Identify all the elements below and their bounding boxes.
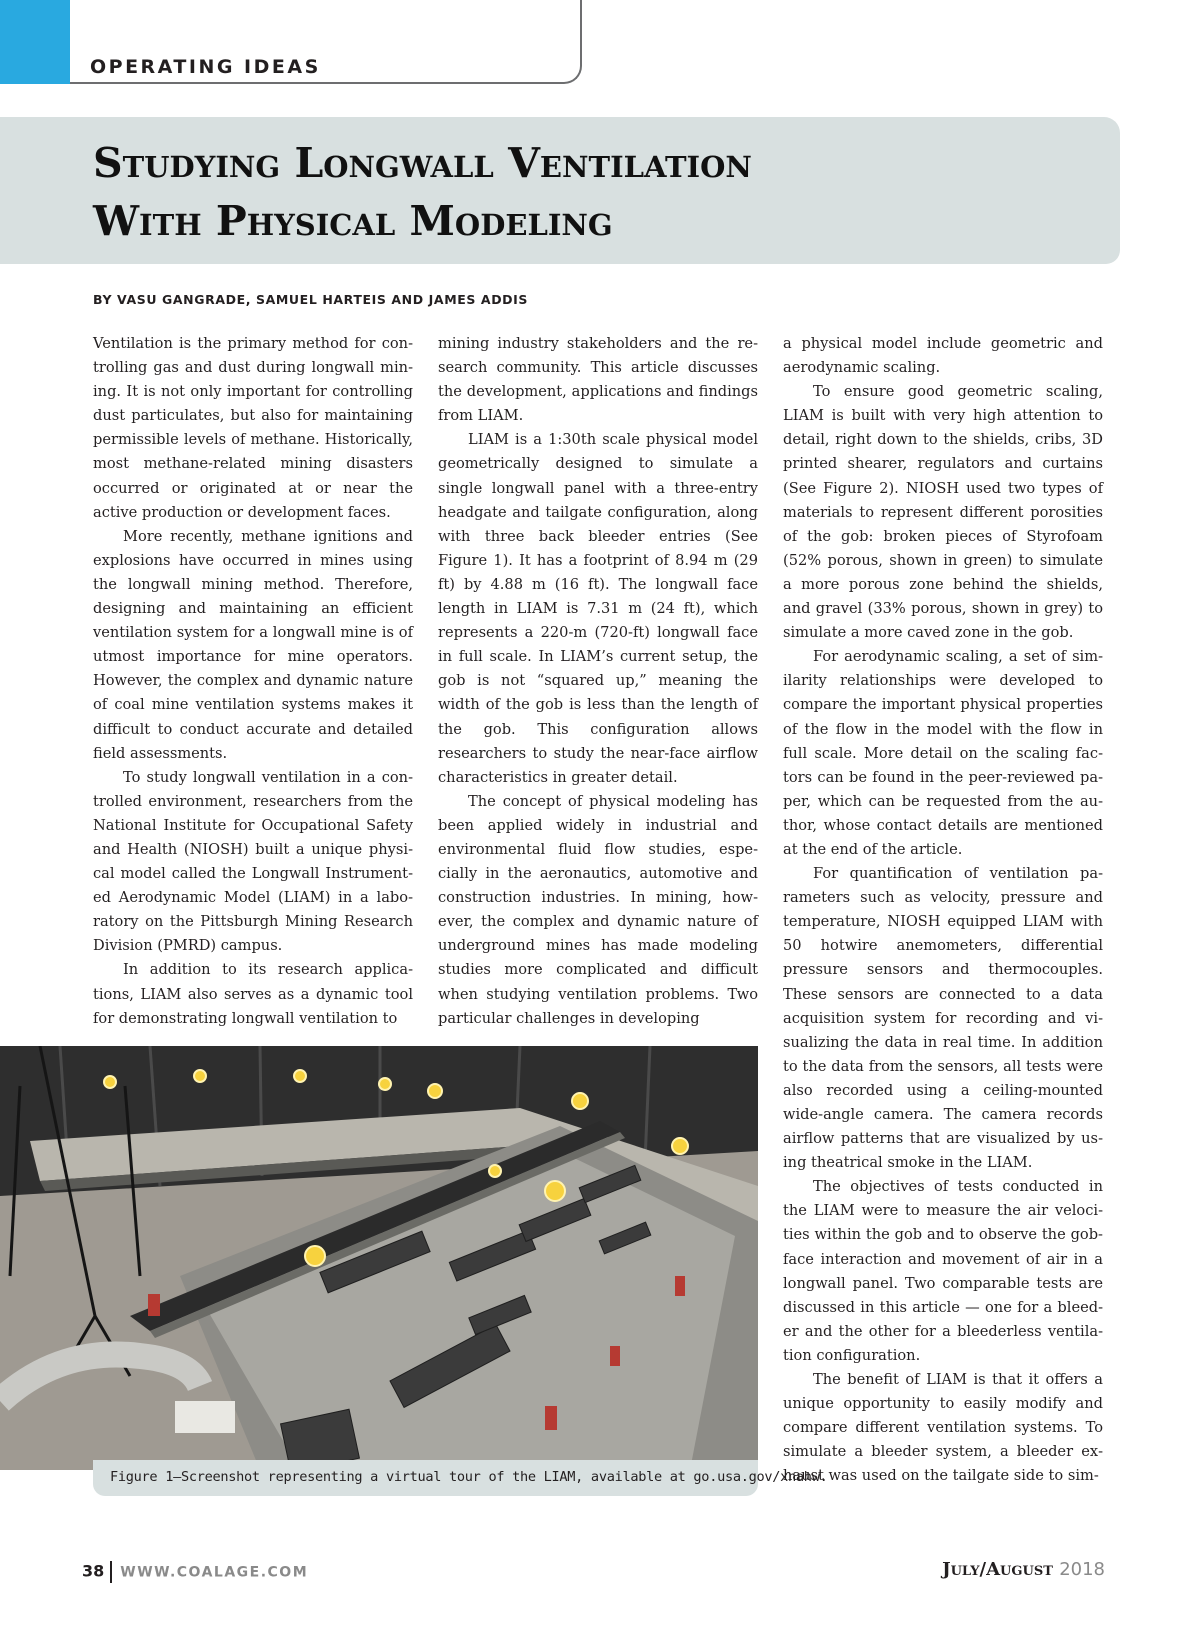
paragraph: a physical model include geometric and aerodynamic scaling.: [783, 335, 1103, 377]
text-column-2: [438, 332, 758, 1031]
issue-months: July/August: [942, 1559, 1053, 1580]
paragraph: For quantification of ventilation parameters such as velocity, pressure and temperature, NIOSH equipped LIAM with 50 hotwire anemometers, differential pressure sensors and thermocouples. These sensors are connected to a data acquisition system for recording and visualizing the data in real time. In addition to the data from the sensors, all tests were also recorded using a ceiling-mounted wide-angle camera. The camera records airflow patterns that are visualized by using theatrical smoke in the LIAM.: [783, 865, 1103, 1172]
paragraph: The benefit of LIAM is that it offers a unique opportunity to easily modify and compare different ventilation systems. To simulate a bleeder system, a bleeder exhaust was used on the tailgate side to sim-: [783, 1371, 1103, 1485]
paragraph: In addition to its research applications, LIAM also serves as a dynamic tool for demonstrating longwall ventilation to: [93, 961, 413, 1027]
website-link[interactable]: WWW.COALAGE.COM: [120, 1564, 309, 1581]
section-accent-bar: [0, 0, 70, 84]
article-title: [93, 134, 1093, 250]
footer-issue: [942, 1559, 1105, 1580]
title-line-2: With Physical Modeling: [93, 197, 613, 245]
page-number: 38: [82, 1561, 105, 1581]
text-column-1: [93, 332, 413, 1031]
paragraph: The objectives of tests conducted in the LIAM were to measure the air velocities within the gob and to observe the gob-face interaction and movement of air in a longwall panel. Two comparable tests are discussed in this article — one for a bleeder and the other for a bleederless ventilation configuration.: [783, 1178, 1103, 1364]
text-column-3: [783, 332, 1103, 1489]
byline: BY VASU GANGRADE, SAMUEL HARTEIS AND JAMES ADDIS: [93, 292, 529, 307]
paragraph: Ventilation is the primary method for controlling gas and dust during longwall mining. It is not only important for controlling dust particulates, but also for maintaining permissible levels of methane. Historically, most methane-related mining disasters occurred or originated at or near the active production or development faces.: [93, 335, 413, 521]
liam-model-photo: [0, 1046, 758, 1470]
figure-1: [0, 1046, 758, 1472]
footer-left: [82, 1561, 308, 1583]
paragraph: To study longwall ventilation in a controlled environment, researchers from the National Institute for Occupational Safety and Health (NIOSH) built a unique physical model called the Longwall Instrumented Aerodynamic Model (LIAM) in a laboratory on the Pittsburgh Mining Research Division (PMRD) campus.: [93, 768, 413, 955]
paragraph: To ensure good geometric scaling, LIAM is built with very high attention to detail, right down to the shields, cribs, 3D printed shearer, regulators and curtains (See Figure 2). NIOSH used two types of materials to represent different porosities of the gob: broken pieces of Styrofoam (52% porous, shown in green) to simulate a more porous zone behind the shields, and gravel (33% porous, shown in grey) to simulate a more caved zone in the gob.: [783, 383, 1103, 642]
paragraph: LIAM is a 1:30th scale physical model geometrically designed to simulate a single longwall panel with a three-entry headgate and tailgate configuration, along with three back bleeder entries (See Figure 1). It has a footprint of 8.94 m (29 ft) by 4.88 m (16 ft). The longwall face length in LIAM is 7.31 m (24 ft), which represents a 220-m (720-ft) longwall face in full scale. In LIAM’s current setup, the gob is not “squared up,” meaning the width of the gob is less than the length of the gob. This configuration allows researchers to study the near-face airflow characteristics in greater detail.: [438, 431, 758, 786]
figure-caption: Figure 1—Screenshot representing a virtual tour of the LIAM, available at go.usa.gov/xnahw.: [110, 1469, 828, 1485]
paragraph: More recently, methane ignitions and explosions have occurred in mines using the longwall mining method. Therefore, designing and maintaining an efficient ventilation system for a longwall mine is of utmost importance for mine operators. However, the complex and dynamic nature of coal mine ventilation systems makes it difficult to conduct accurate and detailed field assessments.: [93, 527, 413, 762]
paragraph: For aerodynamic scaling, a set of similarity relationships were developed to compare the important physical properties of the flow in the model with the flow in full scale. More detail on the scaling factors can be found in the peer-reviewed paper, which can be requested from the author, whose contact details are mentioned at the end of the article.: [783, 648, 1103, 858]
paragraph: The concept of physical modeling has been applied widely in industrial and environmental fluid flow studies, especially in the aeronautics, automotive and construction industries. In mining, however, the complex and dynamic nature of underground mines has made modeling studies more complicated and difficult when studying ventilation problems. Two particular challenges in developing: [438, 792, 758, 1027]
paragraph: mining industry stakeholders and the research community. This article discusses the development, applications and findings from LIAM.: [438, 335, 758, 425]
title-line-1: Studying Longwall Ventilation: [93, 139, 752, 187]
issue-year: 2018: [1059, 1559, 1105, 1580]
footer-divider: [110, 1561, 112, 1583]
section-label: OPERATING IDEAS: [90, 56, 321, 78]
